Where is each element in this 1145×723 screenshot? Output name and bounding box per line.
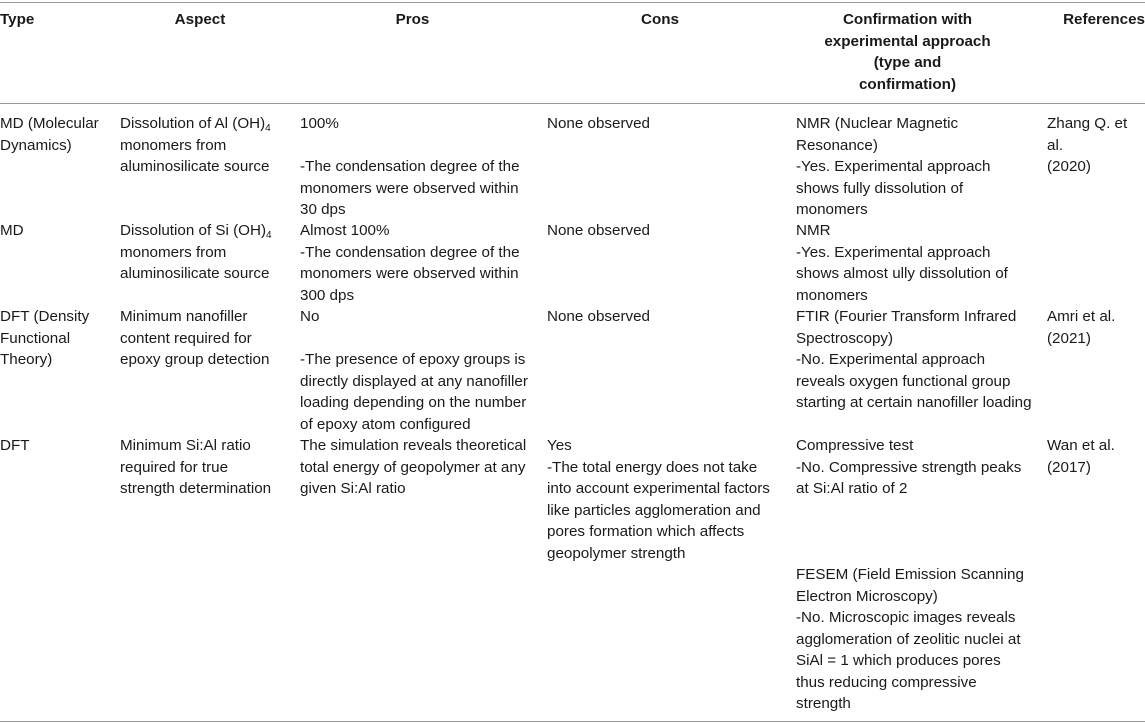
cell-references: Amri et al. (2021) [1047, 308, 1116, 347]
cell-cons: None observed [547, 308, 651, 325]
aspect-subscript: 4 [266, 230, 272, 241]
cell-pros: The simulation reveals theoretical total energy of geopolymer at any given Si:Al ratio [300, 437, 527, 497]
cell-pros: No -The presence of epoxy groups is directly displayed at any nanofiller loading depending on the number of epoxy atom configured [300, 308, 528, 433]
cell-cons: None observed [547, 222, 651, 239]
header-rule [0, 103, 1145, 104]
bottom-rule [0, 721, 1145, 722]
cell-type: MD [0, 222, 24, 239]
cell-aspect: Minimum Si:Al ratio required for true strength determination [120, 437, 272, 497]
header-aspect: Aspect [174, 11, 226, 28]
aspect-text: Dissolution of Si (OH) [120, 222, 267, 239]
aspect-text: monomers from aluminosilicate source [120, 243, 270, 282]
cell-aspect [120, 113, 292, 178]
header-confirmation: Confirmation with experimental approach (type and confirmation) [824, 11, 991, 93]
aspect-text: monomers from aluminosilicate source [120, 136, 270, 175]
header-cons: Cons [641, 11, 679, 28]
cell-aspect [120, 220, 292, 285]
cell-pros: 100% -The condensation degree of the monomers were observed within 30 dps [300, 115, 520, 218]
cell-pros: Almost 100% -The condensation degree of the monomers were observed within 300 dps [300, 222, 520, 304]
cell-confirmation-secondary: FESEM (Field Emission Scanning Electron Microscopy) -No. Microscopic images reveals agglomeration of zeolitic nuclei at SiAl = 1 which produces pores thus reducing compressive strength [796, 566, 1024, 712]
header-pros: Pros [395, 11, 430, 28]
cell-confirmation: FTIR (Fourier Transform Infrared Spectroscopy) -No. Experimental approach reveals oxygen functional group starting at certain nanofiller loading [796, 308, 1032, 411]
top-rule [0, 2, 1145, 3]
cell-confirmation: Compressive test -No. Compressive strength peaks at Si:Al ratio of 2 [796, 437, 1022, 497]
aspect-text: Dissolution of Al (OH) [120, 115, 266, 132]
cell-type: DFT (Density Functional Theory) [0, 308, 90, 368]
cell-confirmation: NMR -Yes. Experimental approach shows almost ully dissolution of monomers [796, 222, 1008, 304]
cell-references: Wan et al. (2017) [1047, 437, 1115, 476]
cell-confirmation: NMR (Nuclear Magnetic Resonance) -Yes. Experimental approach shows fully dissolution of monomers [796, 115, 991, 218]
aspect-subscript: 4 [265, 123, 271, 134]
cell-cons: Yes -The total energy does not take into account experimental factors like particles agglomeration and pores formation which affects geopolymer strength [547, 437, 770, 562]
cell-references: Zhang Q. et al. (2020) [1047, 115, 1128, 175]
header-type: Type [0, 11, 35, 28]
header-references: References [1063, 11, 1145, 28]
cell-type: DFT [0, 437, 30, 454]
cell-aspect: Minimum nanofiller content required for epoxy group detection [120, 308, 270, 368]
cell-type: MD (Molecular Dynamics) [0, 115, 99, 154]
cell-cons: None observed [547, 115, 651, 132]
